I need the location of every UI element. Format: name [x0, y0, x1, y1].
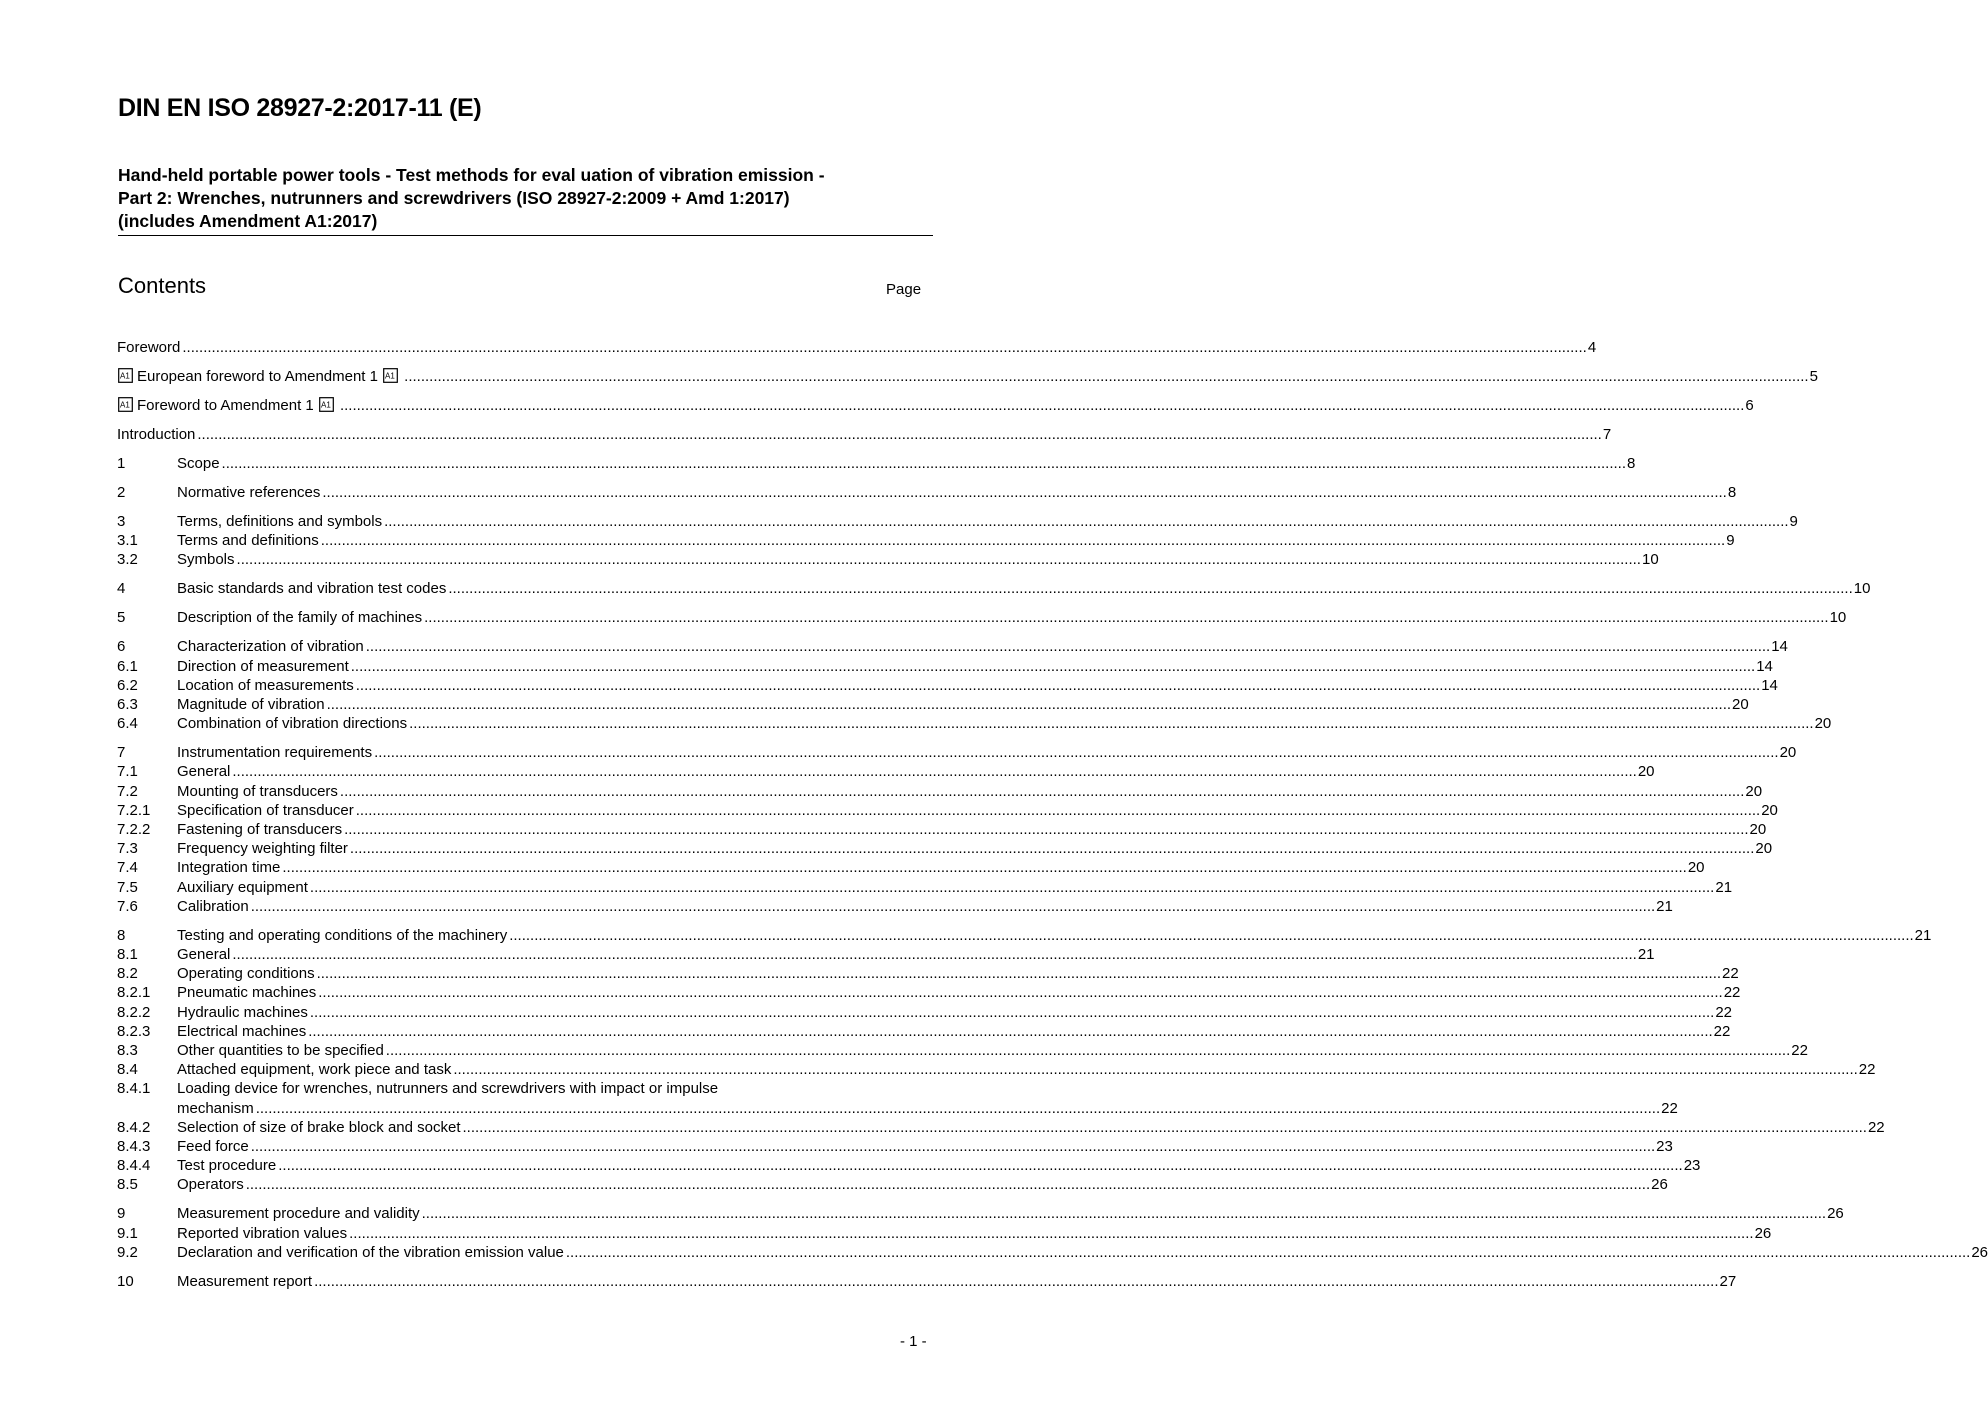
toc-entry-page: 10: [1641, 551, 1659, 569]
toc-leader-dots: [310, 1003, 1714, 1022]
toc-entry-title-wrap: [177, 1204, 420, 1223]
toc-entry-title-wrap: [177, 657, 349, 676]
toc-entry-title-wrap: [117, 425, 195, 444]
toc-entry-page: 14: [1756, 657, 1773, 675]
toc-entry[interactable]: [117, 820, 1767, 839]
toc-entry-number: 3.2: [117, 551, 138, 569]
toc-entry[interactable]: [117, 1060, 1876, 1079]
toc-entry-number: 6: [117, 638, 126, 656]
toc-entry-title-wrap: [177, 878, 308, 897]
toc-entry-number: 3.1: [117, 532, 138, 550]
toc-entry-number: 8.1: [117, 946, 138, 964]
toc-entry-title: Calibration: [177, 897, 249, 915]
toc-entry-page: 22: [1867, 1118, 1885, 1136]
toc-entry-title: Foreword: [117, 339, 181, 356]
toc-entry-page: 22: [1722, 965, 1739, 983]
toc-entry-number: 7: [117, 744, 126, 762]
toc-entry-title-wrap: [177, 1175, 244, 1194]
toc-entry-page: 26: [1971, 1243, 1988, 1261]
toc-entry-title: Measurement procedure and validity: [177, 1205, 420, 1223]
toc-entry[interactable]: [117, 1003, 1733, 1022]
toc-entry-title: Mounting of transducers: [177, 782, 338, 800]
toc-entry[interactable]: [117, 657, 1773, 676]
toc-leader-dots: [384, 512, 1788, 531]
toc-entry-title: Feed force: [177, 1138, 249, 1156]
amendment-open-icon: [118, 368, 133, 383]
toc-entry[interactable]: [117, 1224, 1772, 1243]
toc-entry-page: 21: [1637, 946, 1655, 964]
toc-entry[interactable]: [117, 512, 1798, 531]
toc-entry-page: 23: [1656, 1138, 1673, 1156]
toc-entry-page: 26: [1827, 1205, 1844, 1223]
toc-entry-title-continued: mechanism: [177, 1099, 254, 1117]
toc-entry-title: Terms and definitions: [177, 532, 319, 550]
toc-entry-title: Scope: [177, 455, 220, 472]
toc-entry-number: 3: [117, 513, 126, 530]
toc-entry-number: 8.3: [117, 1042, 138, 1060]
toc-leader-dots: [448, 579, 1852, 598]
toc-entry-page: 22: [1713, 1022, 1731, 1040]
toc-entry[interactable]: [117, 782, 1763, 801]
toc-entry[interactable]: [117, 1175, 1668, 1194]
toc-entry-page: 20: [1755, 840, 1773, 858]
toc-entry-page: 10: [1853, 580, 1871, 598]
toc-leader-dots: [251, 1137, 1655, 1156]
toc-entry-title-wrap: [177, 676, 354, 695]
toc-entry-title-wrap: [177, 1137, 249, 1156]
toc-entry-title-wrap: [117, 396, 338, 415]
toc-entry-title-wrap: [177, 1003, 308, 1022]
toc-leader-dots: [424, 608, 1828, 627]
toc-leader-dots: [317, 964, 1721, 983]
toc-entry-title-wrap: [177, 820, 342, 839]
toc-entry-title: Symbols: [177, 551, 235, 569]
toc-leader-dots: [278, 1156, 1682, 1175]
toc-leader-dots: [409, 714, 1813, 733]
toc-entry[interactable]: [117, 1272, 1737, 1291]
toc-entry[interactable]: [117, 839, 1773, 858]
toc-entry-page: 9: [1789, 513, 1798, 530]
toc-entry[interactable]: [117, 1137, 1673, 1156]
toc-entry-page: 20: [1637, 763, 1655, 781]
toc-entry-title-wrap: [177, 762, 230, 781]
toc-entry-title: Operating conditions: [177, 965, 315, 983]
toc-entry-number: 9.2: [117, 1243, 138, 1261]
toc-entry-title-wrap: [177, 550, 235, 569]
document-title-line-2: Part 2: Wrenches, nutrunners and screwdrivers (ISO 28927-2:2009 + Amd 1:2017): [118, 188, 790, 208]
toc-entry-title-wrap: [177, 782, 338, 801]
toc-entry-number: 5: [117, 609, 126, 627]
toc-entry-page: 26: [1754, 1224, 1772, 1242]
toc-entry-title: General: [177, 946, 231, 964]
toc-leader-dots: [463, 1118, 1867, 1137]
toc-entry-title-wrap: [177, 608, 422, 627]
toc-entry[interactable]: [117, 897, 1673, 916]
toc-entry[interactable]: [117, 454, 1636, 473]
toc-entry-number: 7.2: [117, 782, 138, 800]
toc-entry-title: Attached equipment, work piece and task: [177, 1061, 452, 1079]
toc-entry-title-wrap: [177, 512, 382, 531]
toc-entry[interactable]: [117, 858, 1705, 877]
svg-text:A1: A1: [120, 400, 130, 410]
toc-entry-number: 7.5: [117, 878, 138, 896]
toc-entry-number: 8.4.4: [117, 1157, 151, 1175]
toc-entry[interactable]: [117, 926, 1932, 945]
toc-leader-dots: [453, 1060, 1857, 1079]
toc-entry-title: Direction of measurement: [177, 657, 349, 675]
toc-entry[interactable]: [117, 483, 1737, 502]
page-column-label: Page: [886, 281, 922, 298]
toc-entry-title: Foreword to Amendment 1: [137, 397, 314, 414]
toc-entry-page: 6: [1745, 397, 1754, 414]
toc-leader-dots: [232, 762, 1636, 781]
toc-entry[interactable]: [117, 396, 1754, 415]
toc-entry-title: Operators: [177, 1176, 244, 1194]
toc-entry-number: 8.2.3: [117, 1022, 151, 1040]
toc-entry-page: 20: [1761, 801, 1778, 819]
toc-entry[interactable]: [117, 338, 1597, 357]
toc-entry-title-wrap: [177, 801, 354, 820]
toc-entry-number: 9.1: [117, 1224, 138, 1242]
toc-entry[interactable]: [117, 878, 1733, 897]
toc-entry-title-wrap: [117, 367, 402, 386]
toc-entry-title: Other quantities to be specified: [177, 1042, 384, 1060]
toc-entry-number: 1: [117, 455, 126, 472]
toc-entry-title: Hydraulic machines: [177, 1003, 308, 1021]
toc-entry-title: Reported vibration values: [177, 1224, 348, 1242]
toc-entry-number: 8.4.1: [117, 1080, 151, 1098]
toc-entry-page: 22: [1791, 1042, 1808, 1060]
toc-leader-dots: [237, 550, 1641, 569]
toc-leader-dots: [344, 820, 1748, 839]
toc-leader-dots: [310, 878, 1714, 897]
svg-text:A1: A1: [320, 400, 331, 410]
toc-entry-number: 7.3: [117, 840, 138, 858]
amendment-close-icon: [383, 368, 398, 383]
toc-entry-title-wrap: [177, 1156, 276, 1175]
toc-entry-number: 7.6: [117, 897, 138, 915]
toc-entry-title: Selection of size of brake block and socket: [177, 1118, 461, 1136]
toc-entry-number: 10: [117, 1272, 134, 1290]
toc-entry-page: 20: [1749, 821, 1767, 839]
toc-entry[interactable]: [117, 801, 1778, 820]
toc-entry[interactable]: [117, 676, 1778, 695]
toc-entry-title: Test procedure: [177, 1157, 277, 1175]
toc-entry-title: Instrumentation requirements: [177, 744, 373, 762]
toc-entry-title-wrap: [177, 964, 315, 983]
toc-entry-title: Combination of vibration directions: [177, 715, 408, 733]
toc-entry-title: European foreword to Amendment 1: [137, 368, 378, 385]
toc-entry-page: 9: [1726, 532, 1735, 550]
toc-entry-page: 7: [1602, 426, 1612, 443]
toc-entry[interactable]: [117, 1079, 1678, 1117]
toc-entry-number: 6.4: [117, 715, 138, 733]
svg-text:A1: A1: [120, 371, 130, 381]
toc-entry-number: 9: [117, 1205, 126, 1223]
toc-entry-title: Description of the family of machines: [177, 609, 423, 627]
toc-entry-number: 7.2.1: [117, 801, 151, 819]
toc-entry-title: Fastening of transducers: [177, 821, 343, 839]
toc-entry-number: 7.1: [117, 763, 138, 781]
toc-entry-title-wrap: [177, 1022, 306, 1041]
toc-entry-title-wrap: [177, 579, 446, 598]
toc-entry-title: Integration time: [177, 859, 281, 877]
toc-entry-title-wrap: [177, 743, 372, 762]
toc-entry-title: Magnitude of vibration: [177, 696, 325, 714]
toc-leader-dots: [340, 782, 1744, 801]
document-id: DIN EN ISO 28927-2:2017-11 (E): [118, 94, 482, 122]
toc-entry-number: 8.2: [117, 965, 138, 983]
table-of-contents: [117, 338, 1988, 1291]
toc-leader-dots: [314, 1272, 1718, 1291]
toc-entry-title: Frequency weighting filter: [177, 840, 348, 858]
toc-entry-page: 20: [1732, 696, 1749, 714]
toc-leader-dots: [232, 945, 1636, 964]
amendment-close-icon: [319, 397, 334, 412]
toc-entry[interactable]: [117, 714, 1832, 733]
toc-entry[interactable]: [117, 550, 1659, 569]
toc-entry-number: 8.5: [117, 1176, 138, 1194]
toc-entry-title-wrap: [177, 1243, 564, 1262]
toc-entry-title-wrap: [177, 897, 249, 916]
toc-leader-dots: [404, 367, 1808, 386]
toc-entry[interactable]: [117, 531, 1735, 550]
toc-leader-dots: [356, 676, 1760, 695]
toc-entry-number: 8.4.2: [117, 1118, 151, 1136]
toc-leader-dots: [327, 695, 1731, 714]
toc-entry-title-wrap: [177, 1272, 312, 1291]
toc-entry[interactable]: [117, 695, 1749, 714]
toc-entry-title: Characterization of vibration: [177, 638, 364, 656]
toc-entry[interactable]: [117, 1118, 1885, 1137]
toc-entry-page: 20: [1779, 744, 1797, 762]
document-title-line-1: Hand-held portable power tools - Test methods for eval uation of vibration emission -: [118, 165, 825, 185]
toc-entry-title-wrap: [177, 945, 230, 964]
svg-text:A1: A1: [385, 371, 395, 381]
toc-entry-title-wrap: [177, 858, 280, 877]
toc-leader-dots: [282, 858, 1686, 877]
toc-leader-dots: [422, 1204, 1826, 1223]
toc-entry[interactable]: [117, 1041, 1808, 1060]
toc-entry-page: 21: [1914, 926, 1932, 944]
toc-leader-dots: [321, 531, 1725, 550]
toc-entry-page: 20: [1745, 782, 1763, 800]
toc-entry-title: Specification of transducer: [177, 801, 354, 819]
toc-entry-title-wrap: [177, 483, 320, 502]
toc-entry-page: 22: [1715, 1003, 1733, 1021]
toc-entry[interactable]: [117, 964, 1739, 983]
toc-entry[interactable]: [117, 1156, 1701, 1175]
toc-entry-page: 22: [1858, 1061, 1876, 1079]
toc-entry-title: Normative references: [177, 484, 321, 501]
toc-entry-title: Auxiliary equipment: [177, 878, 308, 896]
toc-entry-page: 26: [1651, 1176, 1668, 1194]
toc-entry-title: Loading device for wrenches, nutrunners and screwdrivers with impact or impulse: [177, 1080, 719, 1098]
toc-entry[interactable]: [117, 983, 1741, 1002]
toc-entry-page: 22: [1723, 984, 1741, 1002]
toc-entry-title-wrap: [177, 454, 220, 473]
toc-leader-dots: [351, 657, 1755, 676]
toc-entry-title-wrap: [177, 926, 507, 945]
toc-entry[interactable]: [117, 1022, 1731, 1041]
contents-heading: Contents: [118, 273, 207, 298]
toc-entry-title: Pneumatic machines: [177, 984, 317, 1002]
toc-entry-page: 21: [1715, 878, 1733, 896]
toc-leader-dots: [386, 1041, 1790, 1060]
toc-leader-dots: [509, 926, 1913, 945]
toc-entry-page: 10: [1829, 609, 1847, 627]
toc-entry-title-wrap: [177, 1041, 384, 1060]
toc-entry-number: 6.3: [117, 696, 138, 714]
toc-entry-number: 2: [117, 484, 126, 501]
toc-entry-title-wrap: [177, 531, 319, 550]
toc-entry-page: 4: [1587, 339, 1597, 356]
toc-leader-dots: [308, 1022, 1712, 1041]
toc-leader-dots: [366, 637, 1770, 656]
toc-entry-number: 7.4: [117, 859, 138, 877]
toc-entry-page: 22: [1661, 1099, 1678, 1117]
toc-leader-dots: [349, 1224, 1753, 1243]
toc-leader-dots: [350, 839, 1754, 858]
amendment-open-icon: [118, 397, 133, 412]
toc-leader-dots: [256, 1099, 1660, 1118]
toc-entry-title: Terms, definitions and symbols: [177, 513, 383, 530]
toc-entry-number: 7.2.2: [117, 821, 151, 839]
toc-entry-page: 20: [1687, 859, 1705, 877]
toc-leader-dots: [251, 897, 1655, 916]
toc-entry-title-wrap: [117, 338, 180, 357]
toc-entry-number: 4: [117, 580, 126, 598]
toc-entry-title: Basic standards and vibration test codes: [177, 580, 447, 598]
document-title-line-3: (includes Amendment A1:2017): [118, 211, 378, 231]
toc-entry-number: 8: [117, 926, 126, 944]
toc-leader-dots: [322, 483, 1726, 502]
toc-leader-dots: [182, 338, 1586, 357]
toc-entry[interactable]: [117, 608, 1847, 627]
toc-leader-dots: [222, 454, 1626, 473]
toc-entry-page: 5: [1809, 368, 1818, 385]
toc-entry-number: 8.4.3: [117, 1138, 151, 1156]
toc-entry-title: General: [177, 763, 231, 781]
toc-entry-number: 8.2.1: [117, 984, 151, 1002]
toc-leader-dots: [318, 983, 1722, 1002]
toc-entry-page: 8: [1627, 455, 1636, 472]
toc-entry-page: 27: [1719, 1272, 1737, 1290]
toc-entry[interactable]: [117, 637, 1788, 656]
toc-entry-title: Declaration and verification of the vibration emission value: [177, 1243, 564, 1261]
toc-entry[interactable]: [117, 579, 1871, 598]
toc-entry-number: 6.2: [117, 676, 138, 694]
toc-entry-title: Location of measurements: [177, 676, 354, 694]
document-title: [118, 164, 933, 236]
toc-leader-dots: [356, 801, 1760, 820]
toc-entry-number: 8.4: [117, 1061, 138, 1079]
toc-entry-number: 8.2.2: [117, 1003, 151, 1021]
footer-page-number: - 1 -: [900, 1333, 927, 1350]
toc-entry-title-wrap: [177, 637, 364, 656]
toc-entry-title-wrap: [177, 695, 325, 714]
toc-entry[interactable]: [117, 743, 1797, 762]
toc-entry[interactable]: [117, 367, 1818, 386]
toc-entry-title: Measurement report: [177, 1272, 313, 1290]
toc-entry-title: Testing and operating conditions of the machinery: [177, 926, 508, 944]
toc-entry-page: 14: [1771, 638, 1788, 656]
toc-entry-title-wrap: [177, 839, 348, 858]
toc-entry-title-wrap: [177, 1118, 461, 1137]
toc-entry[interactable]: [117, 762, 1655, 781]
toc-entry-title-wrap: [177, 983, 316, 1002]
toc-entry[interactable]: [117, 1204, 1844, 1223]
toc-leader-dots: [340, 396, 1744, 415]
toc-entry-title-wrap: [177, 1060, 451, 1079]
toc-entry[interactable]: [117, 1243, 1988, 1262]
toc-leader-dots: [246, 1175, 1650, 1194]
toc-leader-dots: [374, 743, 1778, 762]
toc-entry[interactable]: [117, 945, 1655, 964]
toc-entry-page: 21: [1656, 897, 1673, 915]
toc-entry-page: 14: [1761, 676, 1778, 694]
toc-entry-page: 23: [1683, 1157, 1701, 1175]
toc-entry-title-wrap: [177, 714, 407, 733]
toc-entry-title-wrap: [177, 1224, 347, 1243]
toc-entry[interactable]: [117, 425, 1612, 444]
toc-leader-dots: [566, 1243, 1970, 1262]
toc-entry-title: Electrical machines: [177, 1022, 307, 1040]
toc-entry-number: 6.1: [117, 657, 138, 675]
toc-entry-page: 8: [1727, 484, 1737, 501]
toc-leader-dots: [197, 425, 1601, 444]
toc-entry-title: Introduction: [117, 426, 196, 443]
toc-entry-page: 20: [1814, 715, 1832, 733]
